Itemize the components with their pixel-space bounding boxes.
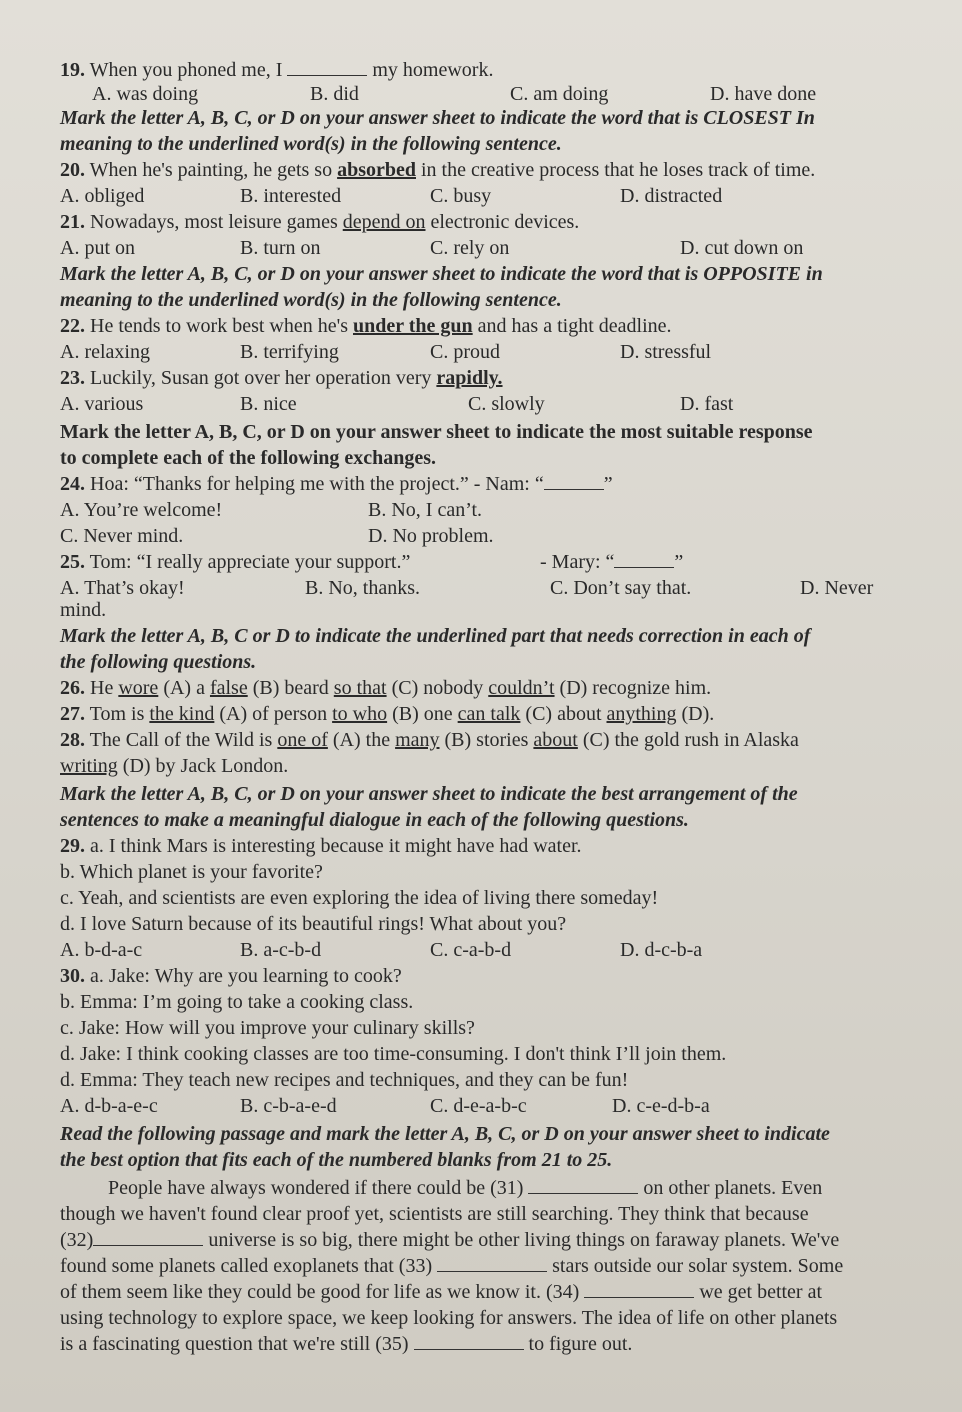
option-b: B. interested [240, 185, 342, 207]
instruction-passage-1: Read the following passage and mark the letter A, B, C, or D on your answer sheet to indicate [60, 1123, 830, 1145]
instruction-correction-2: the following questions. [60, 651, 257, 673]
passage-line: using technology to explore space, we keep looking for answers. The idea of life on other planets [60, 1307, 838, 1329]
dialogue-line: d. I love Saturn because of its beautiful rings! What about you? [60, 913, 567, 935]
passage-line: (32) universe is so big, there might be other living things on faraway planets. We've [60, 1229, 840, 1251]
answer-blank-35 [414, 1335, 524, 1350]
question-30: 30. a. Jake: Why are you learning to cook? [60, 965, 402, 987]
option-a: A. various [60, 393, 144, 415]
question-26: 26. He wore (A) a false (B) beard so that (C) nobody couldn’t (D) recognize him. [60, 677, 712, 699]
instruction-correction-1: Mark the letter A, B, C or D to indicate the underlined part that needs correction in each of [60, 625, 811, 647]
dialogue-line: c. Jake: How will you improve your culinary skills? [60, 1017, 475, 1039]
answer-blank [544, 475, 604, 490]
option-a: A. You’re welcome! [60, 499, 223, 521]
option-d: D. cut down on [680, 237, 804, 259]
dialogue-line: b. Emma: I’m going to take a cooking class. [60, 991, 414, 1013]
option-d: D. c-e-d-b-a [612, 1095, 710, 1117]
instruction-passage-2: the best option that fits each of the numbered blanks from 21 to 25. [60, 1149, 613, 1171]
dialogue-line: c. Yeah, and scientists are even exploring the idea of living there someday! [60, 887, 659, 909]
option-c: C. Don’t say that. [550, 577, 692, 599]
option-b: B. No, thanks. [305, 577, 420, 599]
question-25: 25. Tom: “I really appreciate your support.” [60, 551, 411, 573]
dialogue-line: d. Emma: They teach new recipes and techniques, and they can be fun! [60, 1069, 629, 1091]
answer-blank-32 [93, 1231, 203, 1246]
option-c: C. slowly [468, 393, 545, 415]
option-d: D. fast [680, 393, 734, 415]
question-28: 28. The Call of the Wild is one of (A) the many (B) stories about (C) the gold rush in Alaska [60, 729, 799, 751]
instruction-arrange-1: Mark the letter A, B, C, or D on your answer sheet to indicate the best arrangement of the [60, 783, 798, 805]
question-27: 27. Tom is the kind (A) of person to who (B) one can talk (C) about anything (D). [60, 703, 715, 725]
option-c: C. Never mind. [60, 525, 184, 547]
option-d: D. Never [800, 577, 874, 599]
option-b: B. did [310, 83, 359, 105]
option-c: C. am doing [510, 83, 609, 105]
instruction-response-1: Mark the letter A, B, C, or D on your answer sheet to indicate the most suitable response [60, 421, 813, 443]
option-b: B. No, I can’t. [368, 499, 483, 521]
instruction-closest-1: Mark the letter A, B, C, or D on your answer sheet to indicate the word that is CLOSEST In [60, 107, 815, 129]
question-28-continuation: writing (D) by Jack London. [60, 755, 289, 777]
passage-line: found some planets called exoplanets that (33) stars outside our solar system. Some [60, 1255, 844, 1277]
option-d-continuation: mind. [60, 599, 107, 621]
option-d: D. stressful [620, 341, 712, 363]
passage-line: of them seem like they could be good for life as we know it. (34) we get better at [60, 1281, 823, 1303]
option-a: A. put on [60, 237, 135, 259]
instruction-opposite-1: Mark the letter A, B, C, or D on your answer sheet to indicate the word that is OPPOSITE in [60, 263, 823, 285]
option-c: C. proud [430, 341, 500, 363]
question-29: 29. a. I think Mars is interesting because it might have had water. [60, 835, 582, 857]
question-25-reply: - Mary: “ ” [540, 551, 684, 573]
option-b: B. turn on [240, 237, 321, 259]
instruction-arrange-2: sentences to make a meaningful dialogue in each of the following questions. [60, 809, 689, 831]
answer-blank-34 [584, 1283, 694, 1298]
option-d: D. d-c-b-a [620, 939, 703, 961]
option-c: C. busy [430, 185, 492, 207]
answer-blank [287, 61, 367, 76]
option-b: B. terrifying [240, 341, 339, 363]
dialogue-line: b. Which planet is your favorite? [60, 861, 323, 883]
question-20: 20. When he's painting, he gets so absorbed in the creative process that he loses track of time. [60, 159, 816, 181]
answer-blank [614, 553, 674, 568]
option-c: C. d-e-a-b-c [430, 1095, 527, 1117]
instruction-response-2: to complete each of the following exchanges. [60, 447, 437, 469]
question-24: 24. Hoa: “Thanks for helping me with the project.” - Nam: “ ” [60, 473, 613, 495]
question-23: 23. Luckily, Susan got over her operation very rapidly. [60, 367, 503, 389]
answer-blank-31 [528, 1179, 638, 1194]
option-b: B. nice [240, 393, 297, 415]
option-a: A. relaxing [60, 341, 150, 363]
question-19: 19. When you phoned me, I my homework. [60, 59, 494, 81]
option-a: A. That’s okay! [60, 577, 185, 599]
question-21: 21. Nowadays, most leisure games depend on electronic devices. [60, 211, 580, 233]
passage-line: is a fascinating question that we're still (35) to figure out. [60, 1333, 633, 1355]
option-c: C. c-a-b-d [430, 939, 512, 961]
option-a: A. b-d-a-c [60, 939, 143, 961]
option-c: C. rely on [430, 237, 510, 259]
option-b: B. a-c-b-d [240, 939, 322, 961]
option-b: B. c-b-a-e-d [240, 1095, 337, 1117]
option-a: A. was doing [92, 83, 199, 105]
option-d: D. have done [710, 83, 817, 105]
question-22: 22. He tends to work best when he's under the gun and has a tight deadline. [60, 315, 672, 337]
instruction-opposite-2: meaning to the underlined word(s) in the following sentence. [60, 289, 562, 311]
option-d: D. distracted [620, 185, 723, 207]
passage-line: People have always wondered if there could be (31) on other planets. Even [108, 1177, 823, 1199]
dialogue-line: d. Jake: I think cooking classes are too time-consuming. I don't think I’ll join them. [60, 1043, 727, 1065]
option-a: A. d-b-a-e-c [60, 1095, 158, 1117]
option-a: A. obliged [60, 185, 145, 207]
passage-line: though we haven't found clear proof yet, scientists are still searching. They think that because [60, 1203, 809, 1225]
instruction-closest-2: meaning to the underlined word(s) in the following sentence. [60, 133, 562, 155]
option-d: D. No problem. [368, 525, 494, 547]
answer-blank-33 [437, 1257, 547, 1272]
